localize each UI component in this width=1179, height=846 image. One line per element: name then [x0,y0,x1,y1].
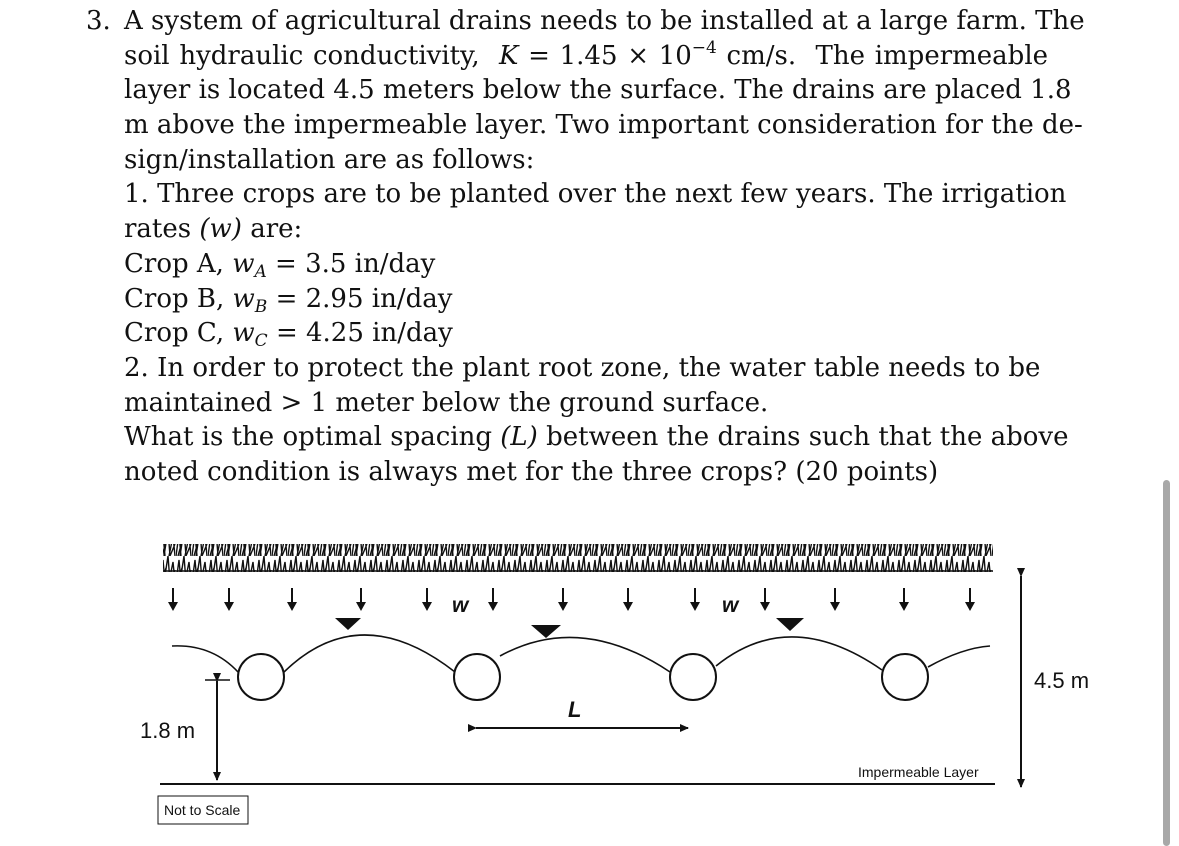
problem-text: soil hydraulic conductivity, [124,40,480,71]
water-table [172,635,990,672]
ground-grass [163,544,993,572]
rate-value: = 4.25 in/day [275,318,453,349]
rate-var: w [232,248,255,279]
impermeable-layer-label: Impermeable Layer [858,764,979,780]
problem-number: 3. [86,6,111,36]
scrollbar-thumb[interactable] [1163,480,1170,846]
water-table-markers [335,618,804,638]
problem-text: between the drains such that the above [546,422,1069,453]
conductivity-exponent: −4 [691,37,717,58]
water-table-curve [284,635,455,672]
total-depth-label: 4.5 m [1034,668,1090,693]
crop-label: Crop C, [124,318,225,349]
problem-3 [86,4,1085,490]
drains [238,654,928,700]
problem-line [86,212,1048,247]
infiltration-arrows [168,588,975,611]
crop-c-rate [86,316,1048,351]
infiltration-arrow [965,588,975,611]
water-table-curve [716,637,882,670]
condition-line [86,351,1048,386]
rate-symbol: (w) [199,214,242,245]
problem-text: noted condition is always met for the three crops? (20 points) [124,456,939,487]
infiltration-arrow [168,588,178,611]
water-table-marker-icon [531,625,561,638]
problem-text: 1. Three crops are to be planted over the next few years. The irrigation [124,179,1067,210]
problem-line [86,143,1048,178]
crop-b-rate [86,282,1048,317]
problem-line [86,39,1048,74]
recharge-label-w: w [452,594,469,617]
drain-pipe-icon [454,654,500,700]
drain-pipe-icon [882,654,928,700]
recharge-label-w: w [722,594,739,617]
conductivity-symbol: K [499,40,519,71]
infiltration-arrow [287,588,297,611]
crop-a-rate [86,247,1048,282]
crop-label: Crop A, [124,248,224,279]
problem-line [86,73,1072,108]
water-table-curve [172,646,238,672]
problem-text: m above the impermeable layer. Two important consideration for the de- [124,110,1083,141]
water-table-curve [928,646,990,667]
infiltration-arrow [422,588,432,611]
crop-label: Crop B, [124,283,225,314]
infiltration-arrow [690,588,700,611]
scale-note: Not to Scale [164,802,241,818]
drain-pipe-icon [238,654,284,700]
infiltration-arrow [830,588,840,611]
infiltration-arrow [224,588,234,611]
problem-text: The impermeable [815,40,1049,71]
infiltration-arrow [760,588,770,611]
problem-text: sign/installation are as follows: [124,144,535,175]
spacing-label: L [568,697,582,722]
water-table-marker-icon [776,618,804,631]
problem-text: A system of agricultural drains needs to be installed at a large farm. The [124,6,1085,36]
spacing-symbol: (L) [500,422,538,453]
rate-subscript: C [254,331,268,352]
problem-line [86,177,1067,212]
rate-value: = 2.95 in/day [275,283,453,314]
infiltration-arrow [488,588,498,611]
water-table-curve [500,637,670,672]
drain-height-label: 1.8 m [140,718,196,743]
problem-text: rates [124,214,192,245]
rate-value: = 3.5 in/day [275,248,436,279]
conductivity-unit: cm/s. [726,40,797,71]
condition-line [86,386,1048,421]
infiltration-arrow [899,588,909,611]
problem-line [86,4,1085,39]
infiltration-arrow [356,588,366,611]
rate-subscript: B [254,296,268,317]
question-line [86,455,1048,490]
rate-var: w [232,318,255,349]
problem-text: 2. In order to protect the plant root zone, the water table needs to be [124,352,1041,383]
problem-text: layer is located 4.5 meters below the surface. The drains are placed 1.8 [124,75,1072,106]
water-table-marker-icon [335,618,361,630]
drain-diagram [0,530,1179,846]
conductivity-value: = 1.45 × 10 [528,40,692,71]
question-line [86,420,1069,455]
problem-text: are: [250,214,303,245]
infiltration-arrow [623,588,633,611]
problem-text: What is the optimal spacing [124,422,492,453]
drain-diagram-svg [0,530,1179,846]
drain-pipe-icon [670,654,716,700]
rate-subscript: A [254,261,267,282]
rate-var: w [232,283,255,314]
infiltration-arrow [558,588,568,611]
problem-line [86,108,1083,143]
problem-text: maintained > 1 meter below the ground surface. [124,387,769,418]
